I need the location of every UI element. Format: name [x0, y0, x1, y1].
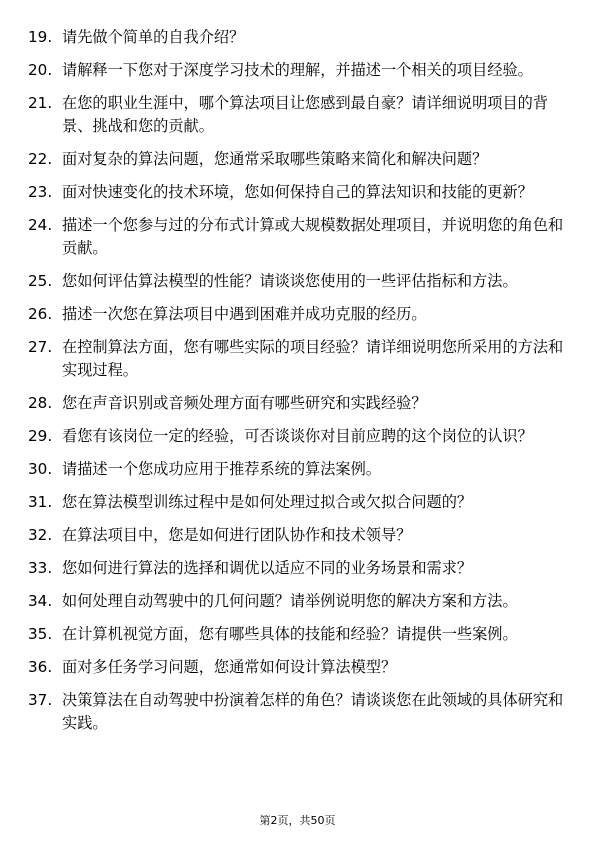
question-text: 描述一个您参与过的分布式计算或大规模数据处理项目，并说明您的角色和贡献。 — [62, 216, 564, 257]
question-item — [28, 181, 568, 204]
question-number: 34. — [28, 592, 53, 610]
question-item — [28, 303, 568, 326]
question-number: 29. — [28, 427, 53, 445]
question-item — [28, 689, 568, 735]
question-number: 33. — [28, 559, 53, 577]
question-number: 19. — [28, 28, 53, 46]
page-footer: 第2页，共50页 — [259, 814, 336, 827]
question-item — [28, 623, 568, 646]
question-text: 决策算法在自动驾驶中扮演着怎样的角色？请谈谈您在此领域的具体研究和实践。 — [62, 691, 564, 732]
question-text: 面对复杂的算法问题，您通常采取哪些策略来简化和解决问题？ — [62, 150, 488, 168]
question-number: 35. — [28, 625, 53, 643]
question-number: 31. — [28, 493, 53, 511]
question-item — [28, 92, 568, 138]
question-item — [28, 458, 568, 481]
question-text: 您在算法模型训练过程中是如何处理过拟合或欠拟合问题的？ — [62, 493, 473, 511]
question-item — [28, 148, 568, 171]
question-item — [28, 425, 568, 448]
question-number: 25. — [28, 272, 53, 290]
question-item — [28, 214, 568, 260]
question-text: 您如何进行算法的选择和调优以适应不同的业务场景和需求？ — [62, 559, 473, 577]
question-text: 在计算机视觉方面，您有哪些具体的技能和经验？请提供一些案例。 — [62, 625, 518, 643]
question-text: 面对多任务学习问题，您通常如何设计算法模型？ — [62, 658, 397, 676]
question-item — [28, 270, 568, 293]
question-number: 27. — [28, 338, 53, 356]
question-number: 37. — [28, 691, 53, 709]
question-text: 如何处理自动驾驶中的几何问题？请举例说明您的解决方案和方法。 — [62, 592, 518, 610]
question-number: 32. — [28, 526, 53, 544]
question-item — [28, 59, 568, 82]
question-text: 请解释一下您对于深度学习技术的理解，并描述一个相关的项目经验。 — [62, 61, 533, 79]
question-text: 在算法项目中，您是如何进行团队协作和技术领导？ — [62, 526, 412, 544]
question-text: 在控制算法方面，您有哪些实际的项目经验？请详细说明您所采用的方法和实现过程。 — [62, 338, 564, 379]
question-text: 您在声音识别或音频处理方面有哪些研究和实践经验？ — [62, 394, 427, 412]
question-number: 26. — [28, 305, 53, 323]
question-number: 30. — [28, 460, 53, 478]
question-text: 在您的职业生涯中，哪个算法项目让您感到最自豪？请详细说明项目的背景、挑战和您的贡献。 — [62, 94, 548, 135]
question-item — [28, 392, 568, 415]
question-item — [28, 26, 568, 49]
question-item — [28, 656, 568, 679]
question-text: 面对快速变化的技术环境，您如何保持自己的算法知识和技能的更新？ — [62, 183, 533, 201]
question-text: 请描述一个您成功应用于推荐系统的算法案例。 — [62, 460, 381, 478]
question-item — [28, 590, 568, 613]
question-number: 28. — [28, 394, 53, 412]
question-item — [28, 557, 568, 580]
question-text: 请先做个简单的自我介绍？ — [62, 28, 245, 46]
question-list — [28, 26, 568, 745]
question-text: 看您有该岗位一定的经验，可否谈谈你对目前应聘的这个岗位的认识？ — [62, 427, 533, 445]
question-number: 23. — [28, 183, 53, 201]
question-number: 24. — [28, 216, 53, 234]
question-number: 36. — [28, 658, 53, 676]
question-item — [28, 491, 568, 514]
question-number: 20. — [28, 61, 53, 79]
question-text: 描述一次您在算法项目中遇到困难并成功克服的经历。 — [62, 305, 427, 323]
question-number: 22. — [28, 150, 53, 168]
question-item — [28, 336, 568, 382]
question-text: 您如何评估算法模型的性能？请谈谈您使用的一些评估指标和方法。 — [62, 272, 518, 290]
question-number: 21. — [28, 94, 53, 112]
question-item — [28, 524, 568, 547]
